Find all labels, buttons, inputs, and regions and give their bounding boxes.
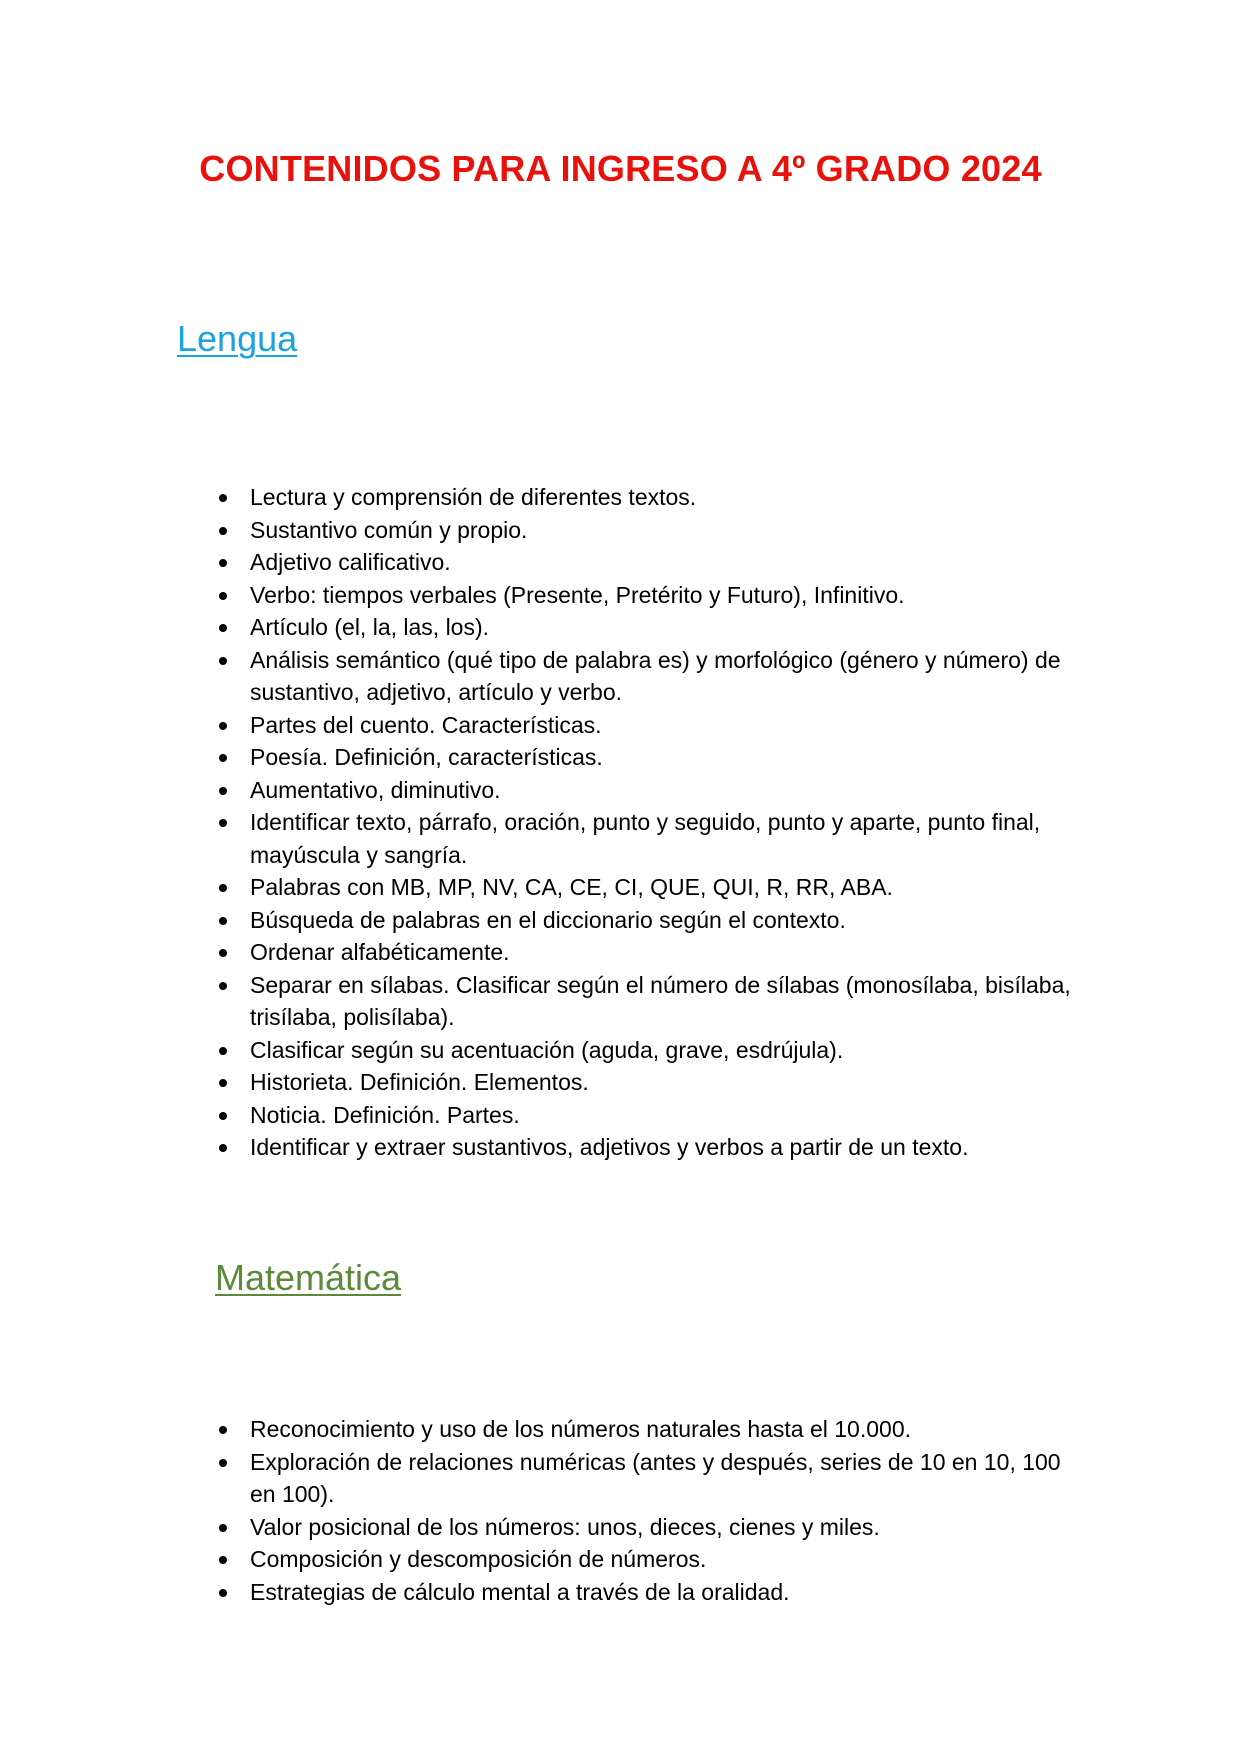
list-item-text: Artículo (el, la, las, los). bbox=[250, 614, 490, 640]
list-item-text: Exploración de relaciones numéricas (antes y después, series de 10 en 10, 100 en 100). bbox=[250, 1448, 1061, 1507]
bullet-icon bbox=[219, 787, 227, 795]
list-item-text: Adjetivo calificativo. bbox=[250, 549, 451, 575]
bullet-icon bbox=[219, 1144, 227, 1152]
list-item bbox=[250, 774, 1080, 807]
list-item bbox=[250, 1131, 1080, 1164]
bullet-icon bbox=[219, 1112, 227, 1120]
list-item bbox=[250, 1576, 1080, 1609]
list-item-text: Ordenar alfabéticamente. bbox=[250, 939, 510, 965]
list-item bbox=[250, 741, 1080, 774]
bullet-icon bbox=[219, 1459, 227, 1467]
bullet-icon bbox=[219, 754, 227, 762]
list-item-text: Palabras con MB, MP, NV, CA, CE, CI, QUE, QUI, R, RR, ABA. bbox=[250, 874, 893, 900]
bullet-icon bbox=[219, 1589, 227, 1597]
list-item bbox=[250, 1099, 1080, 1132]
list-item-text: Noticia. Definición. Partes. bbox=[250, 1101, 520, 1128]
list-item-text: Identificar y extraer sustantivos, adjetivos y verbos a partir de un texto. bbox=[250, 1134, 969, 1160]
list-item bbox=[250, 709, 1080, 742]
list-item bbox=[250, 1543, 1080, 1576]
matematica-topic-list bbox=[250, 1413, 1080, 1608]
lengua-topic-list bbox=[250, 481, 1080, 1164]
list-item bbox=[250, 1034, 1080, 1067]
list-item bbox=[250, 1511, 1080, 1544]
list-item bbox=[250, 936, 1080, 969]
list-item bbox=[250, 1066, 1080, 1099]
bullet-icon bbox=[219, 527, 227, 535]
list-item-text: Aumentativo, diminutivo. bbox=[250, 776, 501, 803]
list-item bbox=[250, 806, 1080, 871]
bullet-icon bbox=[219, 819, 227, 827]
bullet-icon bbox=[219, 1426, 227, 1434]
list-item-text: Poesía. Definición, características. bbox=[250, 744, 603, 770]
list-item-text: Clasificar según su acentuación (aguda, grave, esdrújula). bbox=[250, 1036, 844, 1063]
list-item-text: Composición y descomposición de números. bbox=[250, 1546, 707, 1572]
list-item bbox=[250, 969, 1080, 1034]
bullet-icon bbox=[219, 949, 227, 957]
list-item bbox=[250, 904, 1080, 937]
bullet-icon bbox=[219, 1079, 227, 1087]
list-item-text: Historieta. Definición. Elementos. bbox=[250, 1069, 589, 1095]
bullet-icon bbox=[219, 657, 227, 665]
bullet-icon bbox=[219, 982, 227, 990]
bullet-icon bbox=[219, 592, 227, 600]
list-item-text: Verbo: tiempos verbales (Presente, Pretérito y Futuro), Infinitivo. bbox=[250, 581, 905, 608]
bullet-icon bbox=[219, 917, 227, 925]
bullet-icon bbox=[219, 559, 227, 567]
list-item-text: Valor posicional de los números: unos, dieces, cienes y miles. bbox=[250, 1513, 880, 1540]
list-item bbox=[250, 579, 1080, 612]
list-item-text: Identificar texto, párrafo, oración, punto y seguido, punto y aparte, punto final, mayúscula y sangría. bbox=[250, 809, 1041, 868]
list-item-text: Separar en sílabas. Clasificar según el número de sílabas (monosílaba, bisílaba, trisílaba, polisílaba). bbox=[250, 971, 1071, 1030]
list-item bbox=[250, 1413, 1080, 1446]
lengua-heading: Lengua bbox=[177, 318, 298, 359]
list-item bbox=[250, 546, 1080, 579]
bullet-icon bbox=[219, 1047, 227, 1055]
list-item bbox=[250, 644, 1080, 709]
bullet-icon bbox=[219, 1556, 227, 1564]
list-item bbox=[250, 481, 1080, 514]
list-item bbox=[250, 871, 1080, 904]
list-item bbox=[250, 611, 1080, 644]
bullet-icon bbox=[219, 494, 227, 502]
bullet-icon bbox=[219, 722, 227, 730]
bullet-icon bbox=[219, 884, 227, 892]
list-item-text: Estrategias de cálculo mental a través de la oralidad. bbox=[250, 1578, 790, 1605]
list-item-text: Lectura y comprensión de diferentes textos. bbox=[250, 484, 697, 510]
list-item bbox=[250, 514, 1080, 547]
list-item-text: Reconocimiento y uso de los números naturales hasta el 10.000. bbox=[250, 1416, 912, 1442]
bullet-icon bbox=[219, 1524, 227, 1532]
list-item-text: Sustantivo común y propio. bbox=[250, 516, 528, 543]
list-item-text: Búsqueda de palabras en el diccionario según el contexto. bbox=[250, 906, 846, 933]
list-item bbox=[250, 1446, 1080, 1511]
matematica-heading: Matemática bbox=[215, 1257, 402, 1298]
list-item-text: Análisis semántico (qué tipo de palabra es) y morfológico (género y número) de sustantivo, adjetivo, artículo y verbo. bbox=[250, 646, 1061, 705]
list-item-text: Partes del cuento. Características. bbox=[250, 711, 602, 738]
bullet-icon bbox=[219, 624, 227, 632]
document-title: CONTENIDOS PARA INGRESO A 4º GRADO 2024 bbox=[199, 148, 1042, 189]
